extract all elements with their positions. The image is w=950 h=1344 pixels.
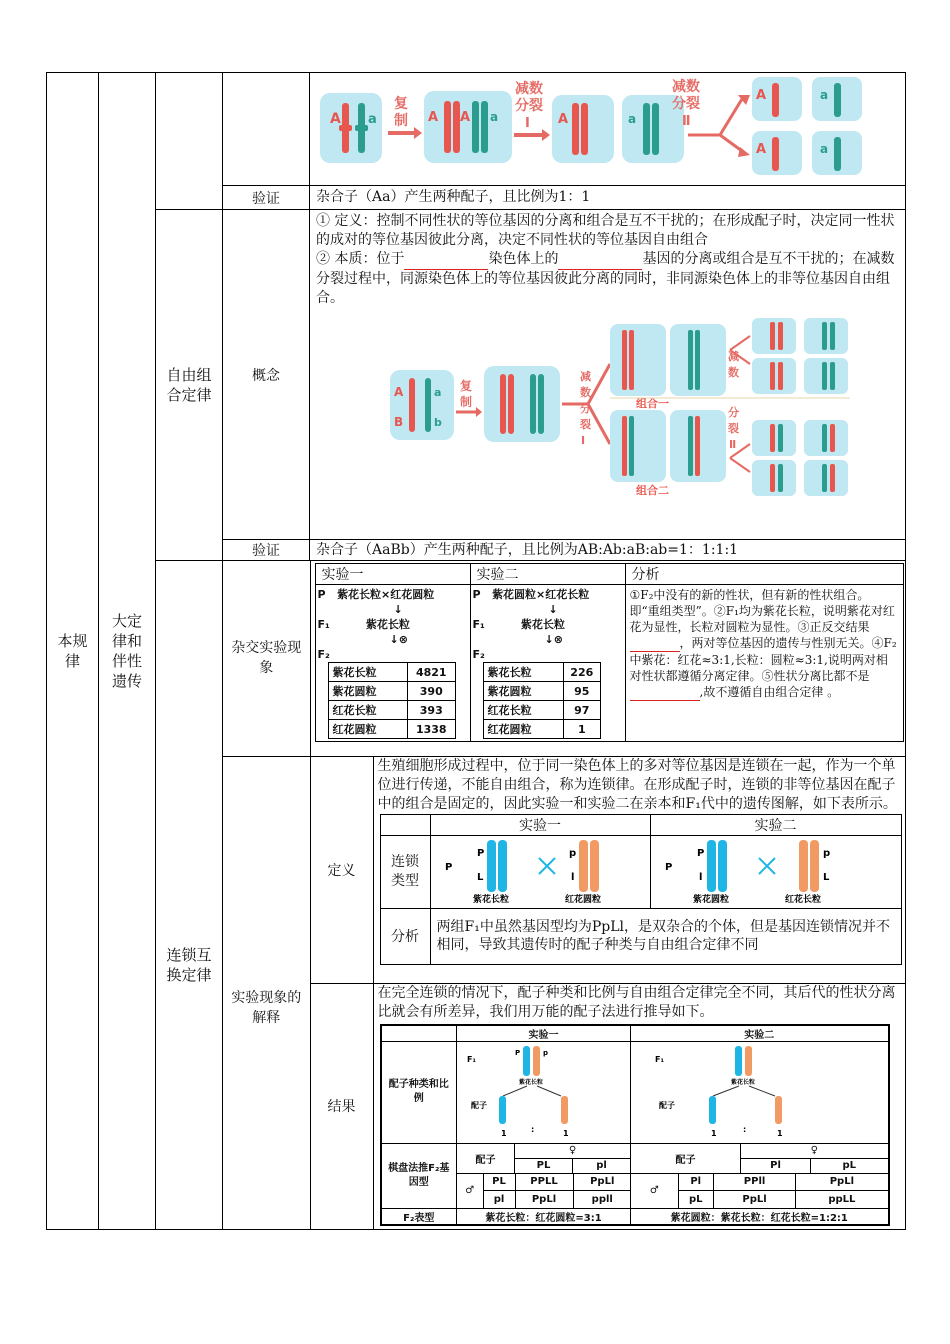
cross-analysis — [625, 585, 903, 742]
svg-text:P: P — [444, 861, 452, 873]
rt-e1-male: ♂ — [457, 1174, 483, 1208]
analysis-a: ①F₂中没有的新的性状，但有新的性状组合。即“重组类型”。②F₁均为紫花长粒，说明紫花对红花为显性，长粒对圆粒为显性。③正反交结果 — [629, 588, 895, 634]
svg-text:数: 数 — [728, 366, 739, 379]
exp2-F2: F₂ — [472, 648, 485, 661]
linkage-label: 连锁互换定律 — [166, 946, 212, 984]
rt-e2-gamete: 配子 — [631, 1143, 741, 1173]
svg-text:红花长粒: 红花长粒 — [784, 894, 821, 904]
rt-e2-c11: ppLL — [796, 1191, 888, 1208]
col1-cell — [47, 73, 99, 1230]
svg-text:制: 制 — [460, 395, 473, 409]
link-analysis-label: 分析 — [380, 908, 430, 964]
svg-text:复: 复 — [460, 379, 473, 393]
exp1-row0-val: 4821 — [408, 663, 455, 682]
svg-text:1: 1 — [563, 1128, 569, 1138]
rt-e2-grid-table — [631, 1174, 888, 1208]
svg-text:A: A — [428, 110, 439, 125]
rt-e2-top1: pL — [811, 1158, 889, 1173]
result-label: 结果 — [327, 1099, 356, 1116]
svg-text:F₁: F₁ — [467, 1054, 476, 1064]
rt-e2-left1: pL — [678, 1191, 713, 1208]
svg-text:F₁: F₁ — [655, 1054, 664, 1064]
rt-exp1-svg — [457, 1042, 629, 1140]
def-cell — [373, 756, 906, 983]
col2-label: 大定律和伴性遗传 — [111, 612, 142, 690]
essence-c: 基因的分离或组合是互不干扰的；在减数分裂过程中，同源染色体上的等位基因彼此分离的同时，非同源染色体上的非等位基因自由组合。 — [316, 251, 895, 306]
exp2-row3-label: 红花圆粒 — [483, 720, 564, 739]
verify1-cell — [310, 186, 906, 210]
exp2-f2-table — [483, 662, 601, 739]
exp1-parents: 紫花长粒×红花圆粒 — [337, 588, 435, 601]
allele-a: a — [368, 112, 377, 127]
link-exp1: 实验一 — [430, 814, 650, 835]
svg-text:紫花长粒: 紫花长粒 — [731, 1078, 756, 1086]
svg-text:a: a — [820, 142, 829, 156]
link-exp2-svg — [651, 836, 900, 904]
def-label: 定义 — [327, 862, 356, 879]
svg-text:分裂: 分裂 — [672, 96, 700, 112]
svg-text:Ⅰ: Ⅰ — [581, 434, 586, 447]
exp1-row0-label: 紫花长粒 — [328, 663, 408, 682]
col2-cell — [99, 73, 156, 1230]
svg-text:a: a — [490, 110, 499, 124]
svg-text:p: p — [568, 847, 576, 859]
rt-exp1: 实验一 — [457, 1025, 631, 1042]
exp2-header: 实验二 — [470, 564, 625, 585]
svg-text:A: A — [756, 88, 767, 103]
col1-label: 本规律 — [57, 632, 88, 670]
exp1-f2-table — [328, 662, 456, 739]
cross-label-cell — [223, 561, 310, 756]
svg-text::: : — [743, 1124, 747, 1134]
svg-text:紫花长粒: 紫花长粒 — [472, 894, 509, 904]
rt-e1-c11: ppll — [573, 1191, 631, 1208]
free-combination-figure — [310, 310, 904, 500]
concept-label-cell — [223, 210, 310, 540]
svg-text:裂: 裂 — [728, 422, 739, 435]
rt-e1-top0: PL — [515, 1158, 573, 1173]
svg-text:1: 1 — [711, 1128, 717, 1138]
rt-e2-c00: PPll — [713, 1174, 795, 1191]
svg-text:分: 分 — [580, 402, 591, 415]
essence-b: 染色体上的 — [488, 251, 559, 267]
rt-e2-male: ♂ — [631, 1174, 678, 1208]
rt-e1-gamete: 配子 — [457, 1143, 515, 1173]
exp2-row3-val: 1 — [564, 720, 600, 739]
rt-e2-grid — [631, 1173, 889, 1208]
concept-text — [310, 210, 905, 310]
exp2-parents: 紫花圆粒×红花长粒 — [492, 588, 590, 601]
svg-text:Ⅰ: Ⅰ — [525, 116, 530, 131]
rt-e2-female: ♀ — [741, 1143, 889, 1158]
rt-e1-c00: PPLL — [515, 1174, 573, 1191]
result-text: 在完全连锁的情况下，配子种类和比例与自由组合定律完全不同，其后代的性状分离比就会有所差异，我们用万能的配子法进行推导如下。 — [377, 984, 896, 1020]
link-exp2-figure — [650, 835, 901, 908]
svg-text:配子: 配子 — [471, 1100, 487, 1110]
svg-text:B: B — [394, 415, 404, 429]
rt-e2-c10: PpLl — [713, 1191, 795, 1208]
exp1-row2-label: 红花长粒 — [328, 701, 408, 720]
group1-label: 组合一 — [636, 397, 669, 410]
svg-text:a: a — [628, 112, 637, 126]
svg-text:减: 减 — [728, 350, 739, 363]
exp2-P: P — [472, 588, 481, 601]
analysis-header: 分析 — [625, 564, 903, 585]
exp1-P: P — [317, 588, 326, 601]
verify2-label-cell — [223, 540, 310, 561]
svg-text:减数: 减数 — [515, 81, 543, 97]
svg-text:p: p — [822, 847, 830, 859]
rt-exp1-gametes — [457, 1041, 631, 1143]
svg-text:分: 分 — [728, 406, 739, 419]
exp2-row0-label: 紫花长粒 — [483, 663, 564, 682]
exp1-diagram: P 紫花长粒×红花圆粒 ↓ F₁ 紫花长粒 ↓⊗ F₂ 紫花长粒 4821 紫花圆粒 390 红花长粒 393 红花圆粒 1338 — [315, 585, 470, 742]
exp2-row1-label: 紫花圆粒 — [483, 682, 564, 701]
svg-text:l: l — [570, 871, 574, 883]
def-label-cell — [310, 756, 373, 983]
copy-label-2: 制 — [394, 113, 408, 129]
rt-e1-grid-table — [457, 1174, 631, 1208]
seg-figure-cell — [310, 73, 906, 186]
allele-A: A — [330, 111, 341, 127]
svg-text:紫花圆粒: 紫花圆粒 — [692, 894, 729, 904]
svg-text:Ⅱ: Ⅱ — [729, 438, 737, 451]
essence-a: ② 本质：位于 — [316, 251, 405, 267]
svg-text:P: P — [515, 1048, 521, 1057]
svg-text:P: P — [696, 847, 704, 859]
link-exp1-figure — [430, 835, 650, 908]
linkage-table — [223, 561, 906, 1229]
rt-corner — [381, 1025, 457, 1042]
rt-gamete-label: 配子种类和比例 — [381, 1041, 457, 1143]
exp2-row1-val: 95 — [564, 682, 600, 701]
verify-label: 验证 — [252, 190, 280, 207]
exp1-F2: F₂ — [317, 648, 330, 661]
svg-text:A: A — [460, 110, 471, 125]
rt-e1-c01: PpLl — [573, 1174, 631, 1191]
svg-text:红花圆粒: 红花圆粒 — [564, 894, 601, 904]
blank-cell — [156, 73, 223, 210]
link-exp1-svg — [431, 836, 649, 904]
rt-e2-left0: Pl — [678, 1174, 713, 1191]
svg-text:a: a — [434, 386, 442, 399]
svg-text:b: b — [434, 416, 442, 429]
svg-text:减数: 减数 — [672, 79, 700, 95]
rt-e1-left0: PL — [483, 1174, 515, 1191]
rt-e1-f2: 紫花长粒：红花圆粒=3:1 — [457, 1208, 631, 1225]
exp2-diagram: P 紫花圆粒×红花长粒 ↓ F₁ 紫花长粒 ↓⊗ F₂ 紫花长粒 226 紫花圆粒 95 红花长粒 97 红花圆粒 1 — [470, 585, 625, 742]
rt-e1-left1: pl — [483, 1191, 515, 1208]
result-label-cell — [310, 983, 373, 1229]
rt-e1-top1: pl — [573, 1158, 631, 1173]
exp1-f1: 紫花长粒 — [365, 618, 410, 631]
svg-text:a: a — [820, 88, 829, 102]
svg-text:裂: 裂 — [580, 418, 591, 431]
result-table — [380, 1024, 890, 1226]
exp1-row3-label: 红花圆粒 — [328, 720, 408, 739]
exp2-row2-val: 97 — [564, 701, 600, 720]
blank-cell-2 — [223, 73, 310, 186]
link-corner — [380, 814, 430, 835]
exp1-F1: F₁ — [317, 618, 330, 631]
concept-label: 概念 — [252, 367, 280, 384]
def-text: 生殖细胞形成过程中，位于同一染色体上的多对等位基因是连锁在一起，作为一个单位进行传递，不能自由组合，称为连锁律。在形成配子时，连锁的非等位基因在配子中的组合是固定的，因此实验一和实验二在亲本和F₁代中的遗传图解，如下表所示。 — [377, 757, 897, 812]
verify2-text: 杂合子（AaBb）产生两种配子，且比例为AB:Ab:aB:ab=1：1:1:1 — [316, 541, 739, 558]
svg-text::: : — [531, 1124, 535, 1134]
exp2-row0-val: 226 — [564, 663, 600, 682]
link-exp2: 实验二 — [650, 814, 901, 835]
cross-cell — [310, 561, 906, 756]
svg-text:p: p — [543, 1048, 549, 1057]
exp1-row2-val: 393 — [408, 701, 455, 720]
svg-text:分裂: 分裂 — [515, 98, 543, 114]
exp2-F1: F₁ — [472, 618, 485, 631]
rt-exp2-svg — [631, 1042, 887, 1140]
exp1-row3-val: 1338 — [408, 720, 455, 739]
svg-text:1: 1 — [501, 1128, 507, 1138]
rt-e2-top0: Pl — [741, 1158, 811, 1173]
explain-label: 实验现象的解释 — [231, 989, 302, 1026]
rt-e1-c10: PpLl — [515, 1191, 573, 1208]
rt-checker-label: 棋盘法推F₂基因型 — [381, 1143, 457, 1208]
explain-label-cell — [223, 756, 310, 1229]
verify2-cell — [310, 540, 906, 561]
svg-text:配子: 配子 — [659, 1100, 676, 1110]
svg-text:A: A — [756, 142, 767, 157]
exp2-row2-label: 红花长粒 — [483, 701, 564, 720]
link-type-label: 连锁类型 — [380, 835, 430, 908]
segregation-figure — [310, 73, 904, 181]
svg-text:l: l — [698, 871, 702, 883]
verify2-label: 验证 — [252, 543, 280, 559]
rt-e2-f2: 紫花圆粒：紫花长粒：红花长粒=1:2:1 — [631, 1208, 889, 1225]
link-type-table — [380, 814, 902, 965]
exp2-f1: 紫花长粒 — [520, 618, 565, 631]
concept-cell — [310, 210, 906, 540]
copy-label-1: 复 — [394, 96, 408, 112]
svg-text:A: A — [558, 112, 569, 127]
exp1-row1-label: 紫花圆粒 — [328, 682, 408, 701]
svg-text:L: L — [822, 871, 829, 883]
svg-text:紫花长粒: 紫花长粒 — [519, 1078, 544, 1086]
svg-text:P: P — [664, 861, 672, 873]
exp1-header: 实验一 — [315, 564, 470, 585]
cross-label: 杂交实验现象 — [231, 640, 302, 677]
svg-text:数: 数 — [580, 386, 591, 399]
svg-text:减: 减 — [580, 370, 591, 383]
rt-exp2-gametes — [631, 1041, 889, 1143]
main-table — [46, 72, 906, 1230]
verify1-text: 杂合子（Aa）产生两种配子，且比例为1：1 — [316, 189, 591, 205]
analysis-b: ，两对等位基因的遗传与性别无关。④F₂中紫花：红花≈3:1,长粒：圆粒≈3:1,说明两对相对性状都遵循分离定律。⑤性状分离比都不是 — [629, 636, 897, 683]
rt-e1-female: ♀ — [515, 1143, 631, 1158]
rt-f2-label: F₂表型 — [381, 1208, 457, 1225]
svg-text:P: P — [476, 847, 484, 859]
svg-text:L: L — [476, 871, 483, 883]
link-analysis-text: 两组F₁中虽然基因型均为PpLl，是双杂合的个体，但是基因连锁情况并不相同，导致其遗传时的配子种类与自由组合定律不同 — [430, 908, 901, 964]
verify-label-cell — [223, 186, 310, 210]
free-label: 自由组合定律 — [166, 366, 212, 404]
linkage-content — [223, 561, 906, 1230]
group2-label: 组合二 — [636, 484, 669, 497]
linkage-label-cell — [156, 561, 223, 1230]
exp1-row1-val: 390 — [408, 682, 455, 701]
cross-table — [315, 563, 904, 742]
definition: ① 定义：控制不同性状的等位基因的分离和组合是互不干扰的；在形成配子时，决定同一性状的成对的等位基因彼此分离，决定不同性状的等位基因自由组合 — [316, 213, 895, 248]
svg-text:Ⅱ: Ⅱ — [682, 114, 691, 129]
result-cell — [373, 983, 906, 1229]
free-label-cell — [156, 210, 223, 561]
svg-text:1: 1 — [777, 1128, 783, 1138]
svg-text:A: A — [394, 385, 404, 399]
rt-exp2: 实验二 — [631, 1025, 889, 1042]
analysis-c: ,故不遵循自由组合定律 。 — [699, 685, 840, 699]
rt-e2-c01: PpLl — [796, 1174, 888, 1191]
rt-e1-grid — [457, 1173, 631, 1208]
